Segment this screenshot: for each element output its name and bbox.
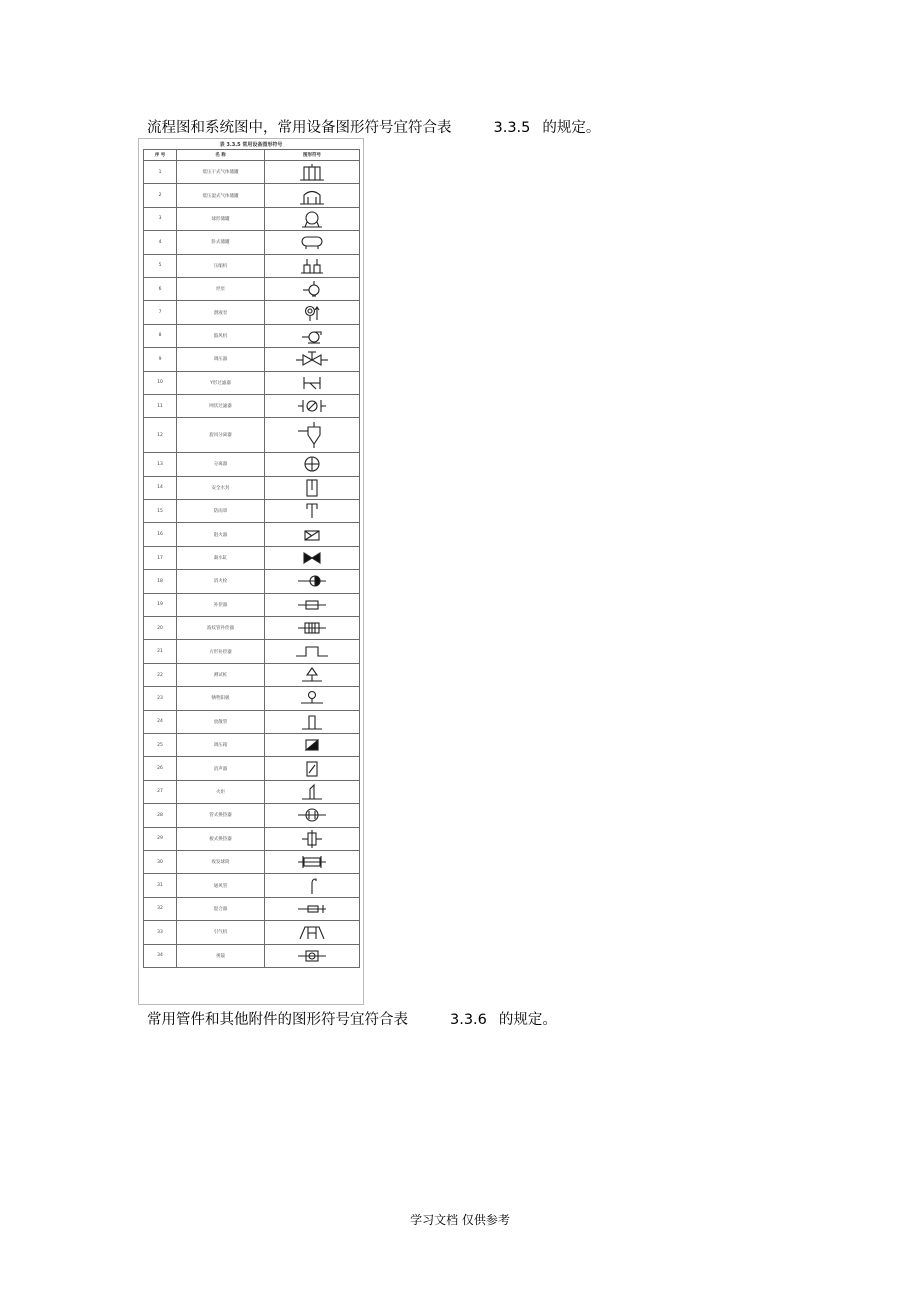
spherical-tank-icon	[290, 209, 334, 229]
table-row	[144, 476, 360, 499]
row-symbol	[265, 640, 360, 663]
mixer-icon	[290, 899, 334, 919]
row-symbol	[265, 804, 360, 827]
row-name: 鼓风机	[177, 324, 265, 347]
row-number: 22	[144, 663, 177, 686]
row-symbol	[265, 780, 360, 803]
row-number: 1	[144, 161, 177, 184]
table-row	[144, 617, 360, 640]
row-number: 9	[144, 348, 177, 371]
row-symbol	[265, 687, 360, 710]
rain-cap-icon	[290, 501, 334, 521]
blower-icon	[290, 326, 334, 346]
row-number: 18	[144, 570, 177, 593]
vent-pipe-icon	[290, 712, 334, 732]
row-number: 29	[144, 827, 177, 850]
outro-paragraph	[147, 1008, 557, 1029]
pressure-regulator-icon	[290, 349, 334, 369]
silencer-icon	[290, 759, 334, 779]
flare-icon	[290, 782, 334, 802]
row-number: 7	[144, 301, 177, 324]
horizontal-tank-icon	[290, 232, 334, 252]
row-number: 32	[144, 897, 177, 920]
intro-table-ref: 3.3.5	[493, 120, 531, 136]
table-header-row	[144, 150, 360, 161]
table-row	[144, 394, 360, 417]
plate-heat-exchanger-icon	[290, 829, 334, 849]
row-number: 11	[144, 394, 177, 417]
mesh-filter-icon	[290, 396, 334, 416]
row-symbol	[265, 453, 360, 476]
row-symbol	[265, 944, 360, 967]
row-symbol	[265, 874, 360, 897]
outro-text-end: 的规定。	[498, 1012, 557, 1028]
table-row	[144, 500, 360, 523]
row-name: 板式换热器	[177, 827, 265, 850]
row-symbol	[265, 348, 360, 371]
row-name: 收发球筒	[177, 850, 265, 873]
table-row	[144, 348, 360, 371]
table-row	[144, 418, 360, 453]
wet-gas-holder-icon	[290, 186, 334, 206]
page-footer: 学习文档 仅供参考	[410, 1213, 510, 1227]
row-symbol	[265, 371, 360, 394]
row-symbol	[265, 324, 360, 347]
test-post-icon	[290, 665, 334, 685]
header-number: 序 号	[144, 150, 177, 161]
row-number: 4	[144, 231, 177, 254]
row-name: 调压箱	[177, 733, 265, 756]
row-number: 27	[144, 780, 177, 803]
row-number: 5	[144, 254, 177, 277]
row-name: 火炬	[177, 780, 265, 803]
row-name: 防雨罩	[177, 500, 265, 523]
row-number: 13	[144, 453, 177, 476]
row-number: 30	[144, 850, 177, 873]
separator-icon	[290, 454, 334, 474]
air-ejector-icon	[290, 922, 334, 942]
row-number: 26	[144, 757, 177, 780]
table-row	[144, 453, 360, 476]
row-symbol	[265, 617, 360, 640]
row-number: 14	[144, 476, 177, 499]
table-row	[144, 254, 360, 277]
table-row	[144, 277, 360, 300]
table-title: 表 3.3.5 常用设备图形符号	[219, 142, 283, 148]
row-name: 旋风分离器	[177, 418, 265, 453]
row-symbol	[265, 161, 360, 184]
row-number: 28	[144, 804, 177, 827]
table-row	[144, 207, 360, 230]
row-number: 23	[144, 687, 177, 710]
outro-table-ref: 3.3.6	[450, 1012, 487, 1028]
loop-compensator-icon	[290, 642, 334, 662]
outro-text: 常用管件和其他附件的图形符号宜符合表	[147, 1012, 408, 1028]
table-row	[144, 757, 360, 780]
table-row	[144, 161, 360, 184]
symbol-table-figure	[138, 138, 364, 1005]
row-symbol	[265, 921, 360, 944]
row-name: 补偿器	[177, 593, 265, 616]
row-symbol	[265, 570, 360, 593]
row-symbol	[265, 523, 360, 546]
row-number: 16	[144, 523, 177, 546]
row-name: 烃泵	[177, 277, 265, 300]
row-name: Y形过滤器	[177, 371, 265, 394]
table-row	[144, 640, 360, 663]
row-symbol	[265, 476, 360, 499]
table-row	[144, 687, 360, 710]
safety-water-seal-icon	[290, 478, 334, 498]
row-number: 33	[144, 921, 177, 944]
row-name: 低压湿式气体储罐	[177, 184, 265, 207]
row-name: 放散管	[177, 710, 265, 733]
table-row	[144, 921, 360, 944]
table-row	[144, 804, 360, 827]
row-name: 通风管	[177, 874, 265, 897]
row-name: 测试桩	[177, 663, 265, 686]
row-name: 分离器	[177, 453, 265, 476]
row-number: 8	[144, 324, 177, 347]
row-number: 19	[144, 593, 177, 616]
table-row	[144, 301, 360, 324]
row-name: 消声器	[177, 757, 265, 780]
hydrocarbon-pump-icon	[290, 279, 334, 299]
row-name: 低压干式气体储罐	[177, 161, 265, 184]
table-row	[144, 897, 360, 920]
row-number: 24	[144, 710, 177, 733]
table-row	[144, 944, 360, 967]
row-number: 31	[144, 874, 177, 897]
row-number: 17	[144, 546, 177, 569]
row-name: 引气机	[177, 921, 265, 944]
compressor-icon	[290, 256, 334, 276]
row-name: 阻火器	[177, 523, 265, 546]
sacrificial-anode-icon	[290, 688, 334, 708]
row-name: 安全水封	[177, 476, 265, 499]
row-symbol	[265, 184, 360, 207]
row-name: 凝水缸	[177, 546, 265, 569]
submersible-pump-icon	[290, 303, 334, 323]
row-name: 管式换热器	[177, 804, 265, 827]
row-number: 2	[144, 184, 177, 207]
row-name: 消火栓	[177, 570, 265, 593]
ventilation-pipe-icon	[290, 876, 334, 896]
regulator-box-icon	[290, 735, 334, 755]
table-row	[144, 324, 360, 347]
table-row	[144, 231, 360, 254]
y-strainer-icon	[290, 373, 334, 393]
row-number: 12	[144, 418, 177, 453]
row-symbol	[265, 418, 360, 453]
table-row	[144, 780, 360, 803]
table-row	[144, 710, 360, 733]
table-row	[144, 184, 360, 207]
row-number: 10	[144, 371, 177, 394]
fire-hydrant-icon	[290, 571, 334, 591]
tube-heat-exchanger-icon	[290, 805, 334, 825]
intro-text: 流程图和系统图中，常用设备图形符号宜符合表	[147, 120, 452, 136]
row-name: 混合器	[177, 897, 265, 920]
row-symbol	[265, 897, 360, 920]
table-row	[144, 593, 360, 616]
table-row	[144, 733, 360, 756]
row-symbol	[265, 593, 360, 616]
row-name: 卧式储罐	[177, 231, 265, 254]
row-symbol	[265, 500, 360, 523]
row-symbol	[265, 394, 360, 417]
intro-text-end: 的规定。	[542, 120, 601, 136]
pig-trap-icon	[290, 852, 334, 872]
row-symbol	[265, 207, 360, 230]
header-name: 名 称	[177, 150, 265, 161]
row-number: 20	[144, 617, 177, 640]
header-symbol: 图形符号	[265, 150, 360, 161]
table-row	[144, 371, 360, 394]
row-symbol	[265, 850, 360, 873]
intro-paragraph	[147, 116, 600, 137]
row-name: 牺牲阳极	[177, 687, 265, 710]
compensator-icon	[290, 595, 334, 615]
row-number: 15	[144, 500, 177, 523]
row-number: 6	[144, 277, 177, 300]
table-row	[144, 663, 360, 686]
row-name: 方形补偿器	[177, 640, 265, 663]
table-row	[144, 546, 360, 569]
dry-gas-holder-icon	[290, 162, 334, 182]
row-name: 调压器	[177, 348, 265, 371]
row-symbol	[265, 827, 360, 850]
row-name: 波纹管补偿器	[177, 617, 265, 640]
table-row	[144, 570, 360, 593]
row-symbol	[265, 663, 360, 686]
row-number: 21	[144, 640, 177, 663]
row-symbol	[265, 546, 360, 569]
row-name: 压缩机	[177, 254, 265, 277]
cyclone-separator-icon	[290, 420, 334, 450]
row-symbol	[265, 254, 360, 277]
table-row	[144, 827, 360, 850]
row-name: 网状过滤器	[177, 394, 265, 417]
row-name: 潜液泵	[177, 301, 265, 324]
table-row	[144, 523, 360, 546]
drip-pot-icon	[290, 548, 334, 568]
flame-arrester-icon	[290, 525, 334, 545]
row-number: 34	[144, 944, 177, 967]
row-symbol	[265, 277, 360, 300]
row-name: 球形储罐	[177, 207, 265, 230]
row-symbol	[265, 231, 360, 254]
bellows-compensator-icon	[290, 618, 334, 638]
table-row	[144, 850, 360, 873]
row-symbol	[265, 733, 360, 756]
row-name: 视镜	[177, 944, 265, 967]
row-number: 3	[144, 207, 177, 230]
sight-glass-icon	[290, 946, 334, 966]
table-row	[144, 874, 360, 897]
row-symbol	[265, 301, 360, 324]
row-symbol	[265, 710, 360, 733]
table-body	[144, 161, 360, 968]
symbol-table	[143, 149, 360, 968]
row-symbol	[265, 757, 360, 780]
row-number: 25	[144, 733, 177, 756]
